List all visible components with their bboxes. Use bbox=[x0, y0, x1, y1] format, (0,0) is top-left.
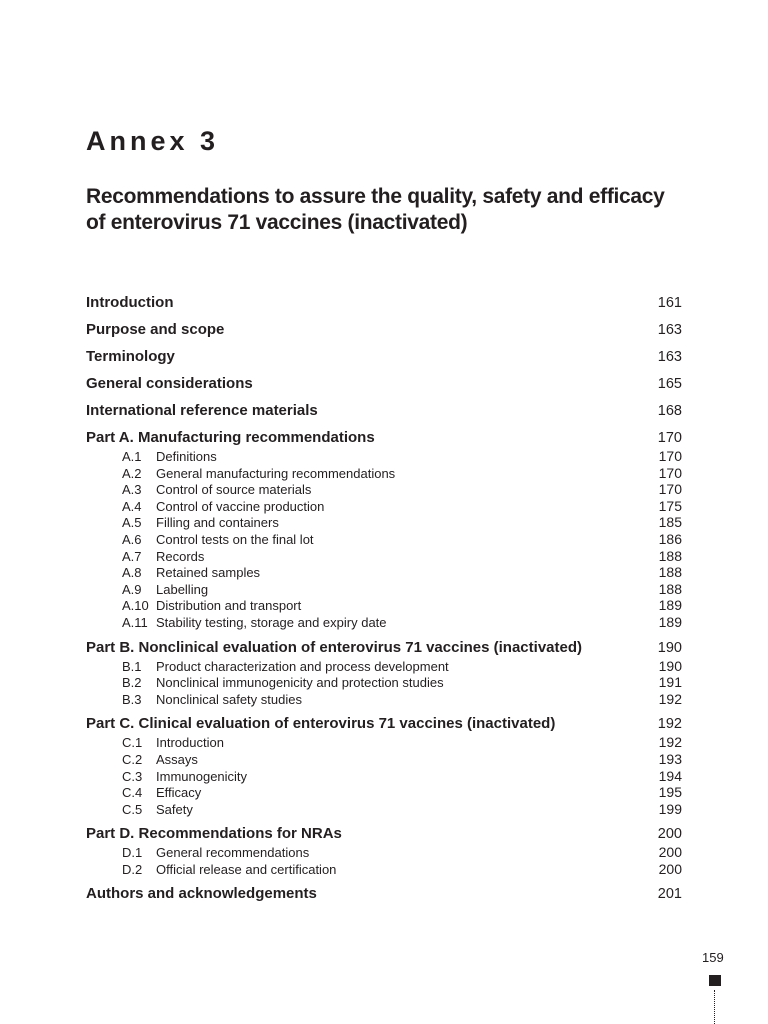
page-dotted-rule bbox=[714, 990, 715, 1024]
toc-subentry-num: A.3 bbox=[122, 482, 142, 498]
toc-subentry-num: A.7 bbox=[122, 548, 142, 564]
toc-subentry-page: 189 bbox=[658, 613, 682, 630]
toc-entry-title: Part D. Recommendations for NRAs bbox=[86, 825, 342, 843]
toc-subentry[interactable] bbox=[86, 658, 682, 675]
toc-subentry-num: C.1 bbox=[122, 735, 143, 751]
toc-section bbox=[86, 714, 682, 817]
toc-subentry-title: Distribution and transport bbox=[156, 598, 302, 614]
toc-subentry-title: Immunogenicity bbox=[156, 768, 248, 784]
toc-subentry[interactable] bbox=[86, 751, 682, 768]
toc-section bbox=[86, 374, 682, 394]
toc-entry-page: 170 bbox=[657, 430, 682, 446]
toc-entry-page: 163 bbox=[657, 349, 682, 365]
toc-subentry-page: 195 bbox=[658, 784, 682, 801]
toc-entry[interactable] bbox=[86, 428, 682, 448]
toc-entry-title: Purpose and scope bbox=[86, 321, 225, 338]
toc-subentry-page: 192 bbox=[658, 690, 682, 707]
toc-subentry-page: 194 bbox=[658, 767, 682, 784]
toc-subentry-num: A.9 bbox=[122, 581, 142, 597]
toc-subentry-page: 192 bbox=[658, 734, 682, 751]
toc-subentry-title: Control of source materials bbox=[156, 482, 312, 498]
toc-subentry-num: C.2 bbox=[122, 751, 143, 767]
toc-subentry-page: 188 bbox=[658, 580, 682, 597]
toc-entry-page: 192 bbox=[657, 716, 682, 733]
toc-section bbox=[86, 638, 682, 708]
toc-subentry[interactable] bbox=[86, 597, 682, 614]
toc-subentry[interactable] bbox=[86, 581, 682, 598]
toc-subentry-title: General recommendations bbox=[156, 845, 310, 861]
toc-entry[interactable] bbox=[86, 293, 682, 313]
toc-subentry-title: Definitions bbox=[156, 449, 217, 464]
toc-subentry-num: D.1 bbox=[122, 845, 143, 861]
toc-subentry-num: A.10 bbox=[122, 598, 149, 614]
toc-entry[interactable] bbox=[86, 401, 682, 421]
toc-entry-title: Part C. Clinical evaluation of enterovirus 71 vaccines (inactivated) bbox=[86, 715, 556, 733]
toc-entry[interactable] bbox=[86, 884, 682, 904]
toc-entry-page: 168 bbox=[657, 403, 682, 419]
toc-subentry[interactable] bbox=[86, 448, 682, 465]
toc-subentry-num: C.5 bbox=[122, 801, 143, 817]
table-of-contents bbox=[86, 293, 682, 911]
toc-subentry[interactable] bbox=[86, 531, 682, 548]
toc-subentry-page: 175 bbox=[658, 497, 682, 514]
toc-subentry[interactable] bbox=[86, 674, 682, 691]
toc-subentry-title: Retained samples bbox=[156, 565, 261, 581]
toc-subentry-title: Assays bbox=[156, 751, 198, 767]
toc-subentry-title: Control of vaccine production bbox=[156, 498, 325, 514]
toc-subentry-title: Control tests on the final lot bbox=[156, 531, 314, 547]
toc-section bbox=[86, 824, 682, 877]
document-title: Recommendations to assure the quality, safety and efficacy of enterovirus 71 vaccines (inactivated) bbox=[86, 185, 665, 234]
toc-entry[interactable] bbox=[86, 638, 682, 658]
toc-subentry-title: Filling and containers bbox=[156, 515, 279, 531]
toc-entry-title: Part B. Nonclinical evaluation of enterovirus 71 vaccines (inactivated) bbox=[86, 638, 582, 656]
toc-subentry[interactable] bbox=[86, 801, 682, 818]
toc-subentry-num: A.4 bbox=[122, 498, 142, 514]
toc-entry-page: 161 bbox=[657, 295, 682, 311]
toc-subentry-num: A.1 bbox=[122, 449, 142, 464]
toc-subentry-num: A.2 bbox=[122, 465, 142, 481]
toc-entry-title: Terminology bbox=[86, 348, 175, 365]
toc-entry-title: International reference materials bbox=[86, 402, 318, 419]
toc-subentry-title: Product characterization and process development bbox=[156, 658, 449, 674]
toc-subentry[interactable] bbox=[86, 734, 682, 751]
toc-subentry-page: 170 bbox=[658, 448, 682, 464]
toc-entry-title: Part A. Manufacturing recommendations bbox=[86, 429, 375, 446]
toc-entry-page: 165 bbox=[657, 376, 682, 392]
toc-subentry-num: C.4 bbox=[122, 785, 143, 801]
toc-entry[interactable] bbox=[86, 714, 682, 734]
toc-entry-page: 200 bbox=[657, 826, 682, 843]
toc-subentry-num: D.2 bbox=[122, 861, 143, 877]
page-number: 159 bbox=[702, 950, 724, 965]
toc-subentry-num: A.6 bbox=[122, 531, 142, 547]
toc-subentry[interactable] bbox=[86, 514, 682, 531]
toc-subentry-title: Nonclinical safety studies bbox=[156, 691, 302, 707]
toc-subentry-page: 188 bbox=[658, 564, 682, 581]
toc-subentry-title: Records bbox=[156, 548, 205, 564]
toc-subentry[interactable] bbox=[86, 465, 682, 482]
toc-subentry-page: 191 bbox=[658, 674, 682, 691]
toc-subentry-page: 199 bbox=[658, 800, 682, 817]
toc-subentry-num: B.3 bbox=[122, 691, 142, 707]
toc-subentry-title: Efficacy bbox=[156, 785, 202, 801]
toc-subentry-num: B.2 bbox=[122, 675, 142, 691]
toc-subentry-num: A.11 bbox=[122, 614, 148, 630]
toc-subentry-page: 185 bbox=[658, 514, 682, 531]
toc-subentry-page: 193 bbox=[658, 750, 682, 767]
toc-entry-title: Introduction bbox=[86, 294, 174, 311]
toc-subentry-num: A.8 bbox=[122, 565, 142, 581]
toc-subentry[interactable] bbox=[86, 784, 682, 801]
toc-subentry-page: 190 bbox=[658, 657, 682, 674]
toc-subentry[interactable] bbox=[86, 691, 682, 708]
toc-subentry[interactable] bbox=[86, 614, 682, 631]
toc-subentry-title: Introduction bbox=[156, 735, 224, 751]
toc-entry[interactable] bbox=[86, 347, 682, 367]
toc-subentry-title: Labelling bbox=[156, 581, 209, 597]
toc-subentry-num: B.1 bbox=[122, 658, 142, 674]
toc-section bbox=[86, 347, 682, 367]
toc-subentry-title: Nonclinical immunogenicity and protection studies bbox=[156, 675, 444, 691]
toc-subentry[interactable] bbox=[86, 564, 682, 581]
toc-subentry-title: General manufacturing recommendations bbox=[156, 465, 396, 481]
toc-subentry-title: Official release and certification bbox=[156, 861, 337, 877]
toc-subentry-page: 189 bbox=[658, 597, 682, 614]
toc-subentry-title: Stability testing, storage and expiry date bbox=[156, 614, 387, 630]
toc-entry-page: 201 bbox=[657, 886, 682, 903]
toc-subentry[interactable] bbox=[86, 768, 682, 785]
annex-label: Annex 3 bbox=[86, 126, 220, 156]
toc-subentry-page: 170 bbox=[658, 481, 682, 498]
toc-section bbox=[86, 401, 682, 421]
toc-subentry[interactable] bbox=[86, 844, 682, 861]
toc-subentry-page: 170 bbox=[658, 464, 682, 481]
page-marker-square bbox=[709, 975, 721, 986]
toc-subentry-page: 188 bbox=[658, 547, 682, 564]
toc-subentry-page: 186 bbox=[658, 530, 682, 547]
toc-subentry[interactable] bbox=[86, 861, 682, 878]
toc-entry-title: General considerations bbox=[86, 375, 253, 392]
toc-entry[interactable] bbox=[86, 824, 682, 844]
toc-entry-page: 190 bbox=[657, 639, 682, 656]
toc-section bbox=[86, 293, 682, 313]
toc-subentry-page: 200 bbox=[658, 860, 682, 877]
toc-subentry[interactable] bbox=[86, 498, 682, 515]
toc-section bbox=[86, 884, 682, 904]
toc-subentry[interactable] bbox=[86, 548, 682, 565]
toc-entry-title: Authors and acknowledgements bbox=[86, 885, 317, 903]
toc-subentry-num: A.5 bbox=[122, 515, 142, 531]
toc-subentry[interactable] bbox=[86, 481, 682, 498]
toc-entry[interactable] bbox=[86, 320, 682, 340]
toc-subentry-title: Safety bbox=[156, 801, 193, 817]
toc-section bbox=[86, 320, 682, 340]
toc-subentry-num: C.3 bbox=[122, 768, 143, 784]
toc-entry[interactable] bbox=[86, 374, 682, 394]
toc-section bbox=[86, 428, 682, 631]
toc-subentry-page: 200 bbox=[658, 844, 682, 861]
toc-entry-page: 163 bbox=[657, 322, 682, 338]
